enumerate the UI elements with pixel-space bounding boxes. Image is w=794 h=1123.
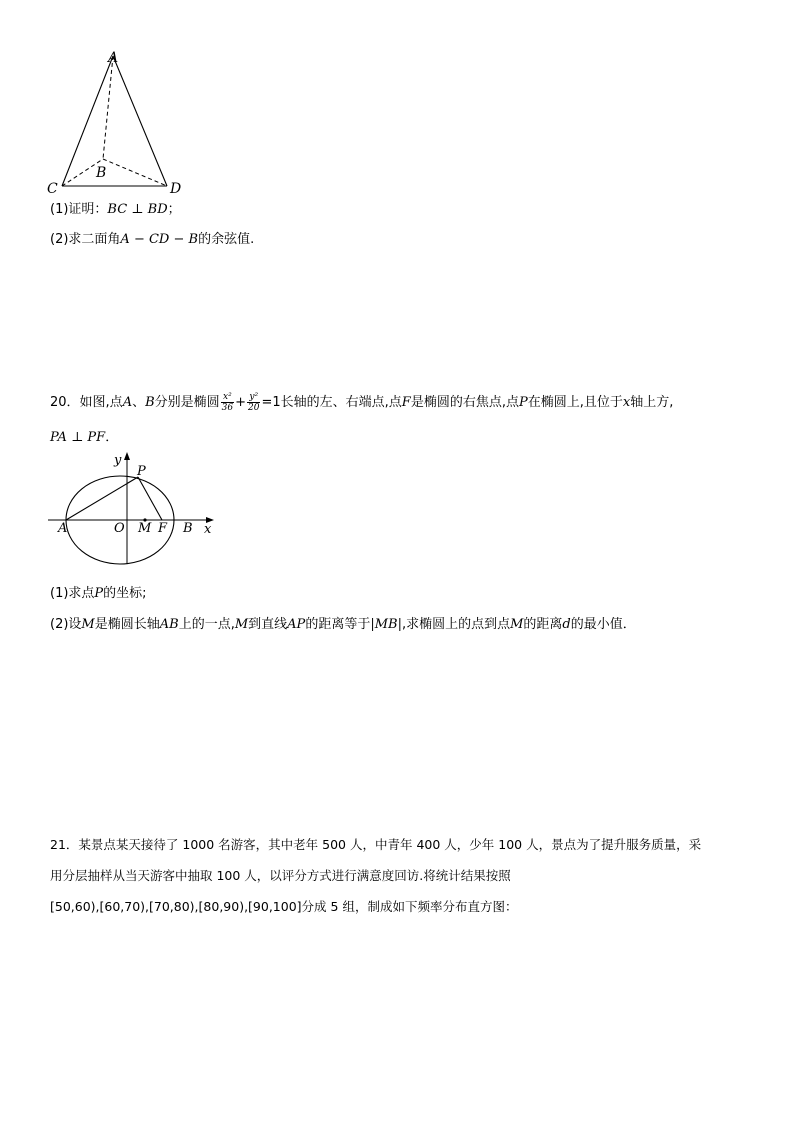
label-a: A <box>108 50 119 66</box>
q19-part2: (2)求二面角A − CD − B的余弦值. <box>50 232 255 247</box>
label-f: F <box>158 521 168 536</box>
q20-part2: (2)设M是椭圆长轴AB上的一点,M到直线AP的距离等于|MB|,求椭圆上的点到点M的距离d的最小值． <box>50 617 636 632</box>
q19-part1: (1)证明：BC ⊥ BD； <box>50 202 181 217</box>
label-y: y <box>114 453 122 468</box>
label-c: C <box>47 181 58 197</box>
label-o: O <box>114 521 125 536</box>
label-d: D <box>170 181 182 197</box>
q20-part1: (1)求点P的坐标; <box>50 586 147 601</box>
fraction-x: $\frac{\text{x²}}{36}$ <box>221 392 234 413</box>
q21-line1: 21．某景点某天接待了 1000 名游客，其中老年 500 人，中青年 400 人，少年 100 人，景点为了提升服务质量，采 <box>50 837 702 852</box>
q21-line2: 用分层抽样从当天游客中抽取 100 人，以评分方式进行满意度回访.将统计结果按照 <box>50 868 511 883</box>
label-p: P <box>137 464 146 479</box>
ellipse-figure <box>44 450 224 570</box>
fraction-y: $\frac{\text{y²}}{20}$ <box>248 392 260 413</box>
edge-ad <box>113 56 167 186</box>
label-b: B <box>183 521 193 536</box>
label-m: M <box>138 521 152 536</box>
q21-line3: [50,60),[60,70),[70,80),[80,90),[90,100]分成 5 组，制成如下频率分布直方图： <box>50 899 518 914</box>
label-a: A <box>58 521 68 536</box>
q20-line1: 20．如图,点A、B分别是椭圆 $\frac{\text{x²}}{36}$ + $\frac{\text{y²}}{20}$ =1长轴的左、右端点,点F是椭圆的右焦点,点P在椭圆上,且位于x轴上方, <box>50 392 674 413</box>
edge-ab-hidden <box>103 56 113 159</box>
y-axis-arrow <box>124 452 130 460</box>
label-x: x <box>204 522 212 537</box>
label-b: B <box>96 165 107 181</box>
q20-line2: PA ⊥ PF． <box>50 430 119 445</box>
tetrahedron-figure <box>40 44 200 200</box>
